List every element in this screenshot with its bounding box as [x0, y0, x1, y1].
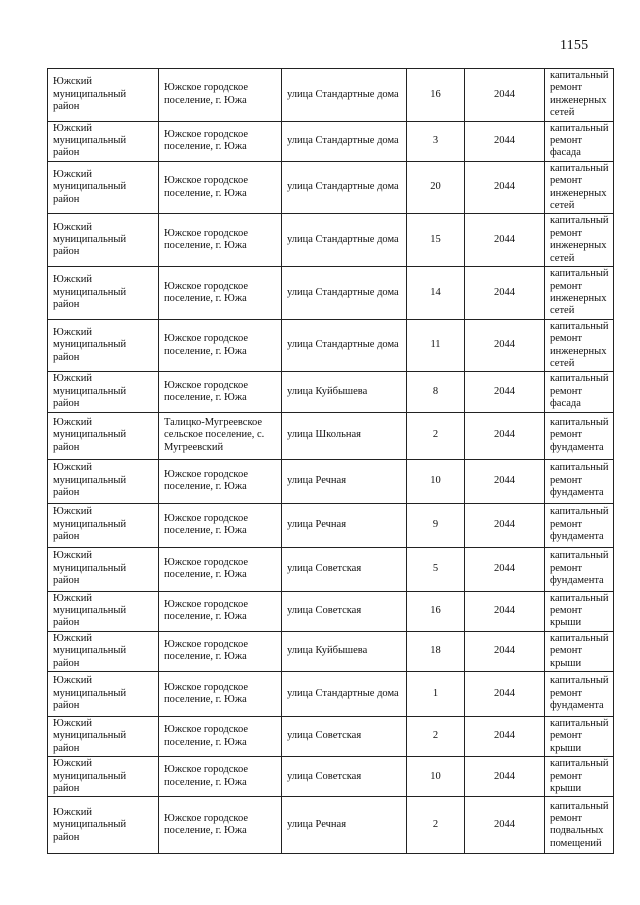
house-number-cell: 8	[407, 372, 465, 412]
year-cell: 2044	[465, 121, 545, 161]
district-cell: Южский муниципальный район	[48, 459, 159, 503]
work-type-cell: капитальный ремонт фасада	[545, 372, 614, 412]
year-cell: 2044	[465, 591, 545, 631]
housing-repair-table	[47, 68, 614, 854]
settlement-cell: Южское городское поселение, г. Южа	[159, 161, 282, 214]
year-cell: 2044	[465, 214, 545, 267]
street-cell: улица Стандартные дома	[282, 672, 407, 717]
street-cell: улица Стандартные дома	[282, 121, 407, 161]
street-cell: улица Стандартные дома	[282, 267, 407, 320]
street-cell: улица Речная	[282, 503, 407, 547]
house-number-cell: 18	[407, 631, 465, 671]
house-number-cell: 10	[407, 459, 465, 503]
settlement-cell: Южское городское поселение, г. Южа	[159, 267, 282, 320]
work-type-cell: капитальный ремонт фундамента	[545, 503, 614, 547]
district-cell: Южский муниципальный район	[48, 372, 159, 412]
work-type-cell: капитальный ремонт крыши	[545, 591, 614, 631]
district-cell: Южский муниципальный район	[48, 757, 159, 797]
work-type-cell: капитальный ремонт инженерных сетей	[545, 69, 614, 122]
year-cell: 2044	[465, 372, 545, 412]
street-cell: улица Школьная	[282, 412, 407, 459]
house-number-cell: 14	[407, 267, 465, 320]
district-cell: Южский муниципальный район	[48, 591, 159, 631]
house-number-cell: 3	[407, 121, 465, 161]
table-row	[48, 631, 614, 671]
district-cell: Южский муниципальный район	[48, 319, 159, 372]
district-cell: Южский муниципальный район	[48, 214, 159, 267]
work-type-cell: капитальный ремонт фундамента	[545, 547, 614, 591]
settlement-cell: Южское городское поселение, г. Южа	[159, 672, 282, 717]
house-number-cell: 2	[407, 717, 465, 757]
year-cell: 2044	[465, 459, 545, 503]
district-cell: Южский муниципальный район	[48, 631, 159, 671]
district-cell: Южский муниципальный район	[48, 672, 159, 717]
house-number-cell: 16	[407, 591, 465, 631]
table-row	[48, 69, 614, 122]
settlement-cell: Южское городское поселение, г. Южа	[159, 717, 282, 757]
table-body	[48, 69, 614, 854]
settlement-cell: Южское городское поселение, г. Южа	[159, 591, 282, 631]
table-row	[48, 214, 614, 267]
work-type-cell: капитальный ремонт крыши	[545, 757, 614, 797]
year-cell: 2044	[465, 267, 545, 320]
table-row	[48, 503, 614, 547]
work-type-cell: капитальный ремонт инженерных сетей	[545, 267, 614, 320]
street-cell: улица Стандартные дома	[282, 161, 407, 214]
district-cell: Южский муниципальный район	[48, 267, 159, 320]
district-cell: Южский муниципальный район	[48, 797, 159, 854]
work-type-cell: капитальный ремонт крыши	[545, 631, 614, 671]
street-cell: улица Советская	[282, 757, 407, 797]
settlement-cell: Талицко-Мугреевское сельское поселение, с. Мугреевский	[159, 412, 282, 459]
settlement-cell: Южское городское поселение, г. Южа	[159, 757, 282, 797]
settlement-cell: Южское городское поселение, г. Южа	[159, 547, 282, 591]
house-number-cell: 1	[407, 672, 465, 717]
year-cell: 2044	[465, 631, 545, 671]
settlement-cell: Южское городское поселение, г. Южа	[159, 121, 282, 161]
table-row	[48, 757, 614, 797]
work-type-cell: капитальный ремонт инженерных сетей	[545, 319, 614, 372]
table-row	[48, 797, 614, 854]
table-row	[48, 717, 614, 757]
year-cell: 2044	[465, 161, 545, 214]
year-cell: 2044	[465, 503, 545, 547]
district-cell: Южский муниципальный район	[48, 161, 159, 214]
work-type-cell: капитальный ремонт инженерных сетей	[545, 161, 614, 214]
street-cell: улица Куйбышева	[282, 372, 407, 412]
district-cell: Южский муниципальный район	[48, 121, 159, 161]
settlement-cell: Южское городское поселение, г. Южа	[159, 631, 282, 671]
work-type-cell: капитальный ремонт инженерных сетей	[545, 214, 614, 267]
work-type-cell: капитальный ремонт фундамента	[545, 672, 614, 717]
work-type-cell: капитальный ремонт фундамента	[545, 412, 614, 459]
settlement-cell: Южское городское поселение, г. Южа	[159, 214, 282, 267]
street-cell: улица Стандартные дома	[282, 214, 407, 267]
settlement-cell: Южское городское поселение, г. Южа	[159, 503, 282, 547]
street-cell: улица Советская	[282, 591, 407, 631]
work-type-cell: капитальный ремонт крыши	[545, 717, 614, 757]
table-row	[48, 547, 614, 591]
table-row	[48, 459, 614, 503]
house-number-cell: 2	[407, 412, 465, 459]
settlement-cell: Южское городское поселение, г. Южа	[159, 69, 282, 122]
work-type-cell: капитальный ремонт фундамента	[545, 459, 614, 503]
house-number-cell: 11	[407, 319, 465, 372]
work-type-cell: капитальный ремонт фасада	[545, 121, 614, 161]
settlement-cell: Южское городское поселение, г. Южа	[159, 797, 282, 854]
district-cell: Южский муниципальный район	[48, 503, 159, 547]
year-cell: 2044	[465, 717, 545, 757]
settlement-cell: Южское городское поселение, г. Южа	[159, 372, 282, 412]
house-number-cell: 10	[407, 757, 465, 797]
table-row	[48, 372, 614, 412]
year-cell: 2044	[465, 319, 545, 372]
house-number-cell: 2	[407, 797, 465, 854]
house-number-cell: 15	[407, 214, 465, 267]
year-cell: 2044	[465, 547, 545, 591]
house-number-cell: 16	[407, 69, 465, 122]
table-row	[48, 672, 614, 717]
year-cell: 2044	[465, 757, 545, 797]
street-cell: улица Советская	[282, 717, 407, 757]
work-type-cell: капитальный ремонт подвальных помещений	[545, 797, 614, 854]
district-cell: Южский муниципальный район	[48, 412, 159, 459]
table-row	[48, 319, 614, 372]
settlement-cell: Южское городское поселение, г. Южа	[159, 459, 282, 503]
district-cell: Южский муниципальный район	[48, 69, 159, 122]
district-cell: Южский муниципальный район	[48, 547, 159, 591]
year-cell: 2044	[465, 797, 545, 854]
table-row	[48, 161, 614, 214]
house-number-cell: 5	[407, 547, 465, 591]
table-row	[48, 267, 614, 320]
house-number-cell: 9	[407, 503, 465, 547]
street-cell: улица Советская	[282, 547, 407, 591]
district-cell: Южский муниципальный район	[48, 717, 159, 757]
street-cell: улица Речная	[282, 797, 407, 854]
settlement-cell: Южское городское поселение, г. Южа	[159, 319, 282, 372]
street-cell: улица Куйбышева	[282, 631, 407, 671]
table-row	[48, 591, 614, 631]
street-cell: улица Стандартные дома	[282, 319, 407, 372]
year-cell: 2044	[465, 672, 545, 717]
table-row	[48, 412, 614, 459]
year-cell: 2044	[465, 69, 545, 122]
street-cell: улица Стандартные дома	[282, 69, 407, 122]
street-cell: улица Речная	[282, 459, 407, 503]
house-number-cell: 20	[407, 161, 465, 214]
table-row	[48, 121, 614, 161]
page-number: 1155	[560, 38, 589, 53]
year-cell: 2044	[465, 412, 545, 459]
